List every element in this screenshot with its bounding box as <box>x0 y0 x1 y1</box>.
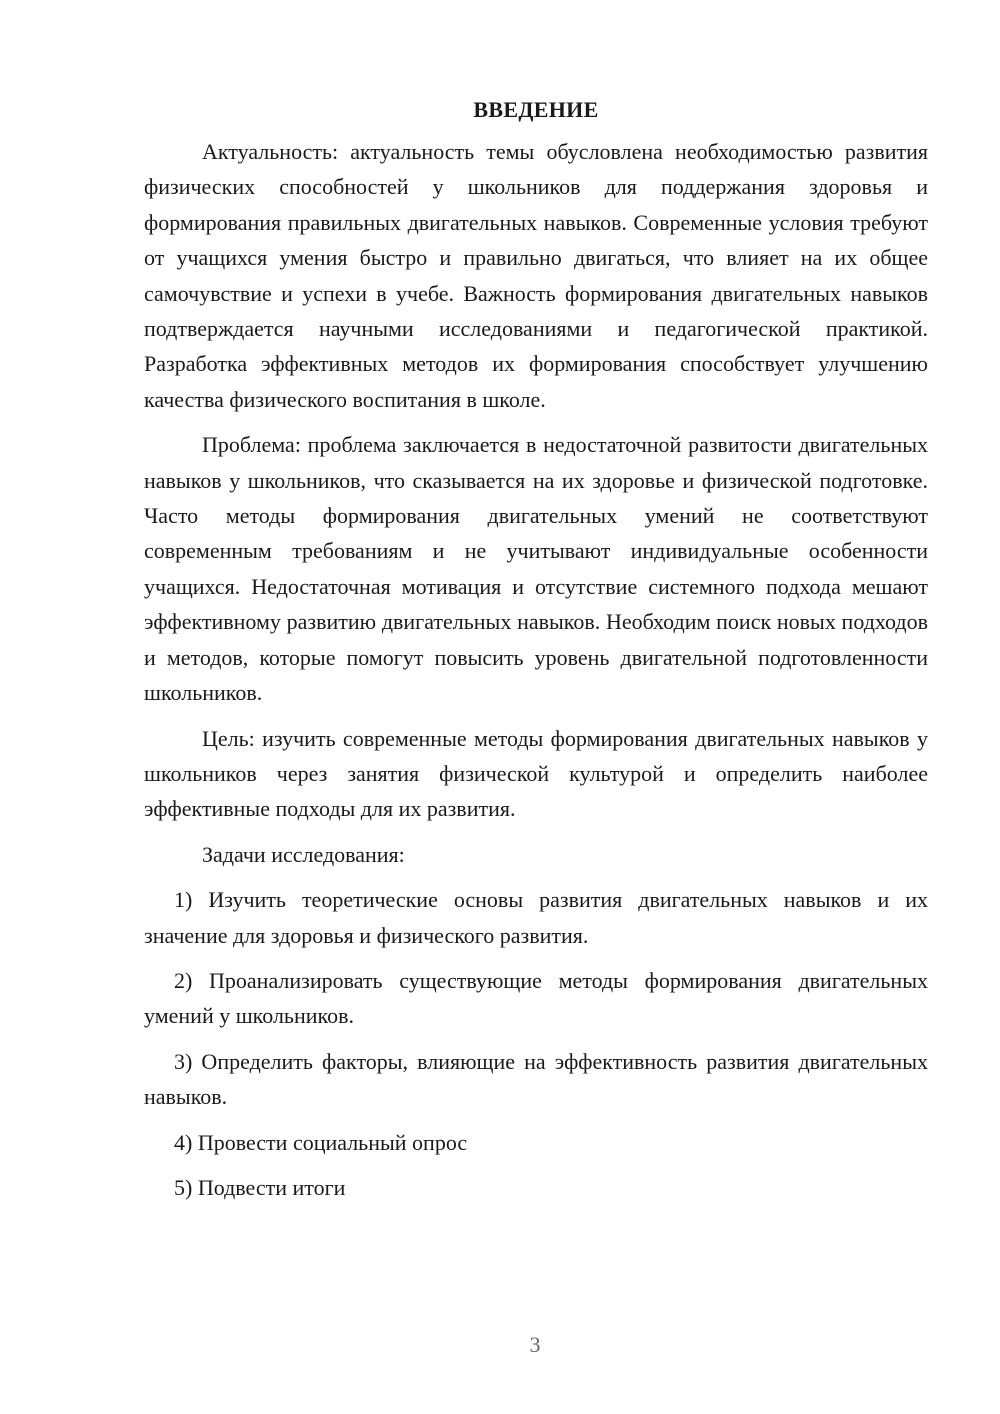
page-number: 3 <box>529 1332 541 1357</box>
tasks-list <box>144 882 928 1205</box>
section-title: ВВЕДЕНИЕ <box>473 97 599 122</box>
tasks-heading: Задачи исследования: <box>202 841 405 867</box>
goal-paragraph: Цель: изучить современные методы формирования двигательных навыков у школьников через занятия физической культурой и определить наиболее эффективные подходы для их развития. <box>144 725 928 822</box>
relevance-paragraph: Актуальность: актуальность темы обусловлена необходимостью развития физических способностей у школьников для поддержания здоровья и формирования правильных двигательных навыков. Современные условия требуют от учащихся умения быстро и правильно двигаться, что влияет на их общее самочувствие и успехи в учебе. Важность формирования двигательных навыков подтверждается научными исследованиями и педагогической практикой. Разработка эффективных методов их формирования способствует улучшению качества физического воспитания в школе. <box>144 139 928 412</box>
list-item: 4) Провести социальный опрос <box>174 1129 468 1155</box>
problem-paragraph: Проблема: проблема заключается в недостаточной развитости двигательных навыков у школьников, что сказывается на их здоровье и физической подготовке. Часто методы формирования двигательных умений не соответствуют современным требованиям и не учитывают индивидуальные особенности учащихся. Недостаточная мотивация и отсутствие системного подхода мешают эффективному развитию двигательных навыков. Необходим поиск новых подходов и методов, которые помогут повысить уровень двигательной подготовленности школьников. <box>144 432 928 706</box>
list-item: 5) Подвести итоги <box>174 1174 346 1200</box>
list-item: 1) Изучить теоретические основы развития двигательных навыков и их значение для здоровья и физического развития. <box>144 887 928 948</box>
document-page <box>144 92 928 1215</box>
list-item: 3) Определить факторы, влияющие на эффективность развития двигательных навыков. <box>144 1048 928 1110</box>
list-item: 2) Проанализировать существующие методы формирования двигательных умений у школьников. <box>144 967 928 1029</box>
